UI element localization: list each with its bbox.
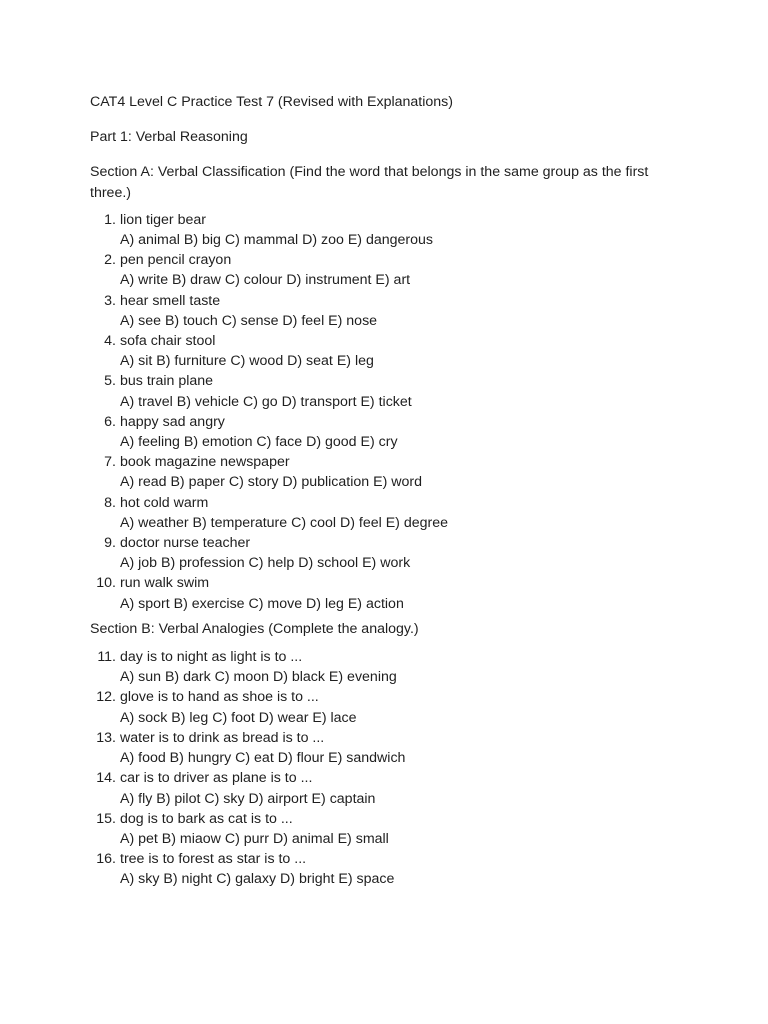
question-number: 13. [96,729,116,746]
question-item [90,250,660,290]
question-number: 9. [104,535,116,552]
question-number: 7. [104,454,116,471]
question-item [90,412,660,452]
question-text: hear smell taste [120,292,221,309]
answer-options: A) food B) hungry C) eat D) flour E) sandwich [120,750,406,767]
question-text: run walk swim [120,575,210,592]
question-text: car is to driver as plane is to ... [120,770,313,787]
question-item [90,728,660,768]
question-item [90,452,660,492]
question-item [90,493,660,533]
question-number: 14. [96,770,116,787]
question-number: 4. [104,333,116,350]
answer-options: A) feeling B) emotion C) face D) good E) cry [120,434,398,451]
document-title: CAT4 Level C Practice Test 7 (Revised with Explanations) [90,94,453,110]
answer-options: A) travel B) vehicle C) go D) transport E) ticket [120,393,412,410]
answer-options: A) see B) touch C) sense D) feel E) nose [120,312,378,329]
question-text: water is to drink as bread is to ... [120,729,325,746]
part-heading: Part 1: Verbal Reasoning [90,129,248,146]
question-text: doctor nurse teacher [120,535,251,552]
answer-options: A) sock B) leg C) foot D) wear E) lace [120,709,357,726]
answer-options: A) sun B) dark C) moon D) black E) evening [120,669,397,686]
section-a-heading: Section A: Verbal Classification (Find the word that belongs in the same group as the first three.) [90,164,649,201]
question-item [90,849,660,889]
question-text: tree is to forest as star is to ... [120,851,307,868]
answer-options: A) read B) paper C) story D) publication E) word [120,474,422,491]
question-item [90,210,660,250]
section-b-heading: Section B: Verbal Analogies (Complete the analogy.) [90,620,419,637]
question-item [90,687,660,727]
question-text: glove is to hand as shoe is to ... [120,689,319,706]
question-number: 10. [96,575,116,592]
question-item [90,533,660,573]
answer-options: A) sport B) exercise C) move D) leg E) action [120,595,404,612]
answer-options: A) write B) draw C) colour D) instrument E) art [120,272,411,289]
question-text: day is to night as light is to ... [120,649,303,666]
question-item [90,371,660,411]
answer-options: A) weather B) temperature C) cool D) feel E) degree [120,514,449,531]
question-number: 8. [104,494,116,511]
question-text: pen pencil crayon [120,252,232,269]
answer-options: A) job B) profession C) help D) school E) work [120,555,411,572]
question-number: 11. [97,649,116,666]
answer-options: A) animal B) big C) mammal D) zoo E) dangerous [120,232,434,249]
answer-options: A) sky B) night C) galaxy D) bright E) space [120,871,395,888]
section-b-question-list [90,647,660,889]
question-number: 2. [104,252,116,269]
question-number: 12. [96,689,116,706]
question-number: 5. [104,373,116,390]
answer-options: A) fly B) pilot C) sky D) airport E) captain [120,790,376,807]
question-text: sofa chair stool [120,333,216,350]
document-page [90,92,660,890]
question-number: 3. [104,292,116,309]
answer-options: A) sit B) furniture C) wood D) seat E) leg [120,353,374,370]
question-item [90,768,660,808]
question-text: hot cold warm [120,494,209,511]
question-text: book magazine newspaper [120,454,290,471]
question-number: 1. [104,211,116,228]
question-number: 16. [96,851,116,868]
question-item [90,331,660,371]
question-item [90,291,660,331]
question-text: dog is to bark as cat is to ... [120,810,293,827]
answer-options: A) pet B) miaow C) purr D) animal E) small [120,830,389,847]
question-text: bus train plane [120,373,214,390]
section-a-question-list [90,210,660,614]
question-number: 15. [96,810,116,827]
question-text: happy sad angry [120,413,225,430]
question-item [90,573,660,613]
question-item [90,809,660,849]
question-item [90,647,660,687]
question-number: 6. [104,413,116,430]
question-text: lion tiger bear [120,211,206,228]
